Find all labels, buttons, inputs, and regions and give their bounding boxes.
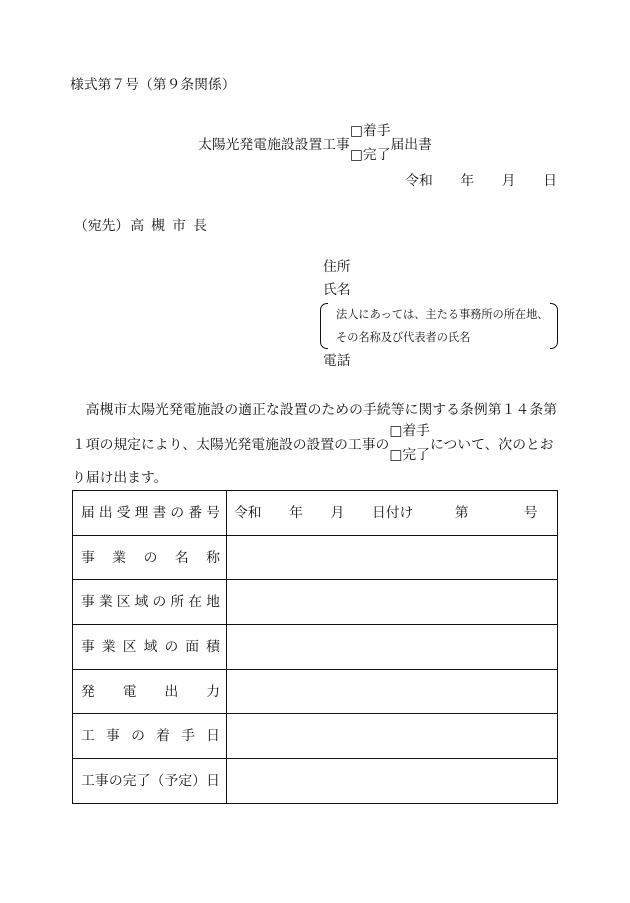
table-value-cell — [227, 714, 558, 759]
body-option-complete: □完了 — [389, 447, 430, 463]
right-bracket — [550, 303, 558, 349]
table-value-cell — [227, 759, 558, 804]
row-label-power-output: 発 電 出 力 — [81, 683, 220, 700]
table-value-cell — [227, 535, 558, 580]
address-label: 住所 — [323, 259, 351, 275]
row-label-receipt-number: 届 出 受 理 書 の 番 号 — [81, 504, 220, 521]
body-option-stack — [389, 419, 430, 467]
table-label-cell — [73, 625, 227, 670]
table-row — [73, 759, 558, 804]
row-label-project-location: 事 業 区 域 の 所 在 地 — [81, 594, 220, 611]
table-row — [73, 625, 558, 670]
body-option-start: □着手 — [389, 423, 430, 439]
date-line: 令和 年 月 日 — [405, 173, 557, 189]
body-line-2-before: １項の規定により、太陽光発電施設の設置の工事の — [72, 437, 390, 453]
title-suffix: 届出書 — [390, 137, 432, 153]
table-label-cell — [73, 580, 227, 625]
addressee — [74, 216, 208, 236]
title-option-complete: □完了 — [349, 147, 391, 163]
table-value-cell — [227, 580, 558, 625]
table-value-cell — [227, 669, 558, 714]
phone-label: 電話 — [323, 353, 351, 369]
table-row — [73, 669, 558, 714]
table-label-cell — [73, 491, 227, 536]
name-label: 氏名 — [323, 282, 351, 298]
table-value-cell — [227, 625, 558, 670]
table-label-cell — [73, 535, 227, 580]
row-label-start-date: 工 事 の 着 手 日 — [81, 728, 220, 745]
table-row — [73, 491, 558, 536]
document-title — [0, 119, 630, 167]
row-label-project-area: 事 業 区 域 の 面 積 — [81, 638, 220, 655]
corporate-note-line: その名称及び代表者の氏名 — [336, 331, 471, 344]
row-label-completion-date: 工 事 の 完 了 （ 予 定 ） 日 — [81, 772, 220, 789]
table-label-cell — [73, 714, 227, 759]
corporate-note-text — [336, 303, 548, 349]
body-line-3: り届け出ます。 — [72, 470, 168, 486]
table-row — [73, 535, 558, 580]
title-prefix: 太陽光発電施設設置工事 — [198, 137, 350, 153]
notification-table — [72, 490, 558, 804]
table-row — [73, 580, 558, 625]
table-row — [73, 714, 558, 759]
corporate-note — [320, 303, 558, 349]
table-label-cell — [73, 759, 227, 804]
title-option-start: □着手 — [349, 123, 391, 139]
row-label-project-name: 事 業 の 名 称 — [81, 549, 220, 566]
body-line-1: 高槻市太陽光発電施設の適正な設置のための手続等に関する条例第１４条第 — [85, 402, 557, 418]
body-line-2-after: について、次のとお — [429, 437, 554, 453]
title-option-stack — [350, 119, 391, 167]
row-value-receipt-number: 令和 年 月 日付け 第 号 — [234, 504, 538, 521]
table-label-cell — [73, 669, 227, 714]
table-value-cell — [227, 491, 558, 536]
corporate-note-line: 法人にあっては、主たる事務所の所在地、 — [336, 308, 549, 321]
left-bracket — [320, 303, 328, 349]
form-number: 様式第７号（第９条関係） — [70, 77, 236, 93]
body-line-2 — [72, 419, 557, 467]
addressee-name: 高 槻 市 長 — [130, 218, 209, 234]
addressee-prefix: （宛先） — [74, 218, 130, 234]
